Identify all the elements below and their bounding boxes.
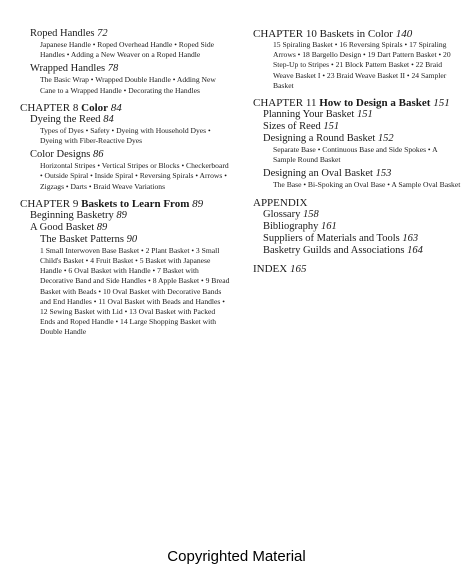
page-number: 89 [192, 197, 204, 210]
toc-entry [253, 209, 461, 221]
toc-entry [253, 233, 461, 245]
entry-title: Bibliography [263, 220, 319, 232]
toc-chapter [253, 28, 461, 40]
copyright-notice: Copyrighted Material [167, 548, 306, 565]
entry-title: Roped Handles [30, 28, 95, 39]
toc-entry [253, 168, 461, 180]
toc-subitems: 1 Small Interwoven Base Basket • 2 Plant Basket • 3 Small Child's Basket • 4 Fruit Basket • 5 Basket with Japanese Handle • 6 Oval Basket with Handle • 7 Basket with Decorative Band and Side Handles • 8 Apple Basket • 9 Bread Basket with Beads • 10 Oval Basket with Decorative Bands and End Handles • 11 Oval Basket with Beads and Handles • 12 Sewing Basket with Lid • 13 Oval Basket with Packed Ends and Roped Handle • 14 Large Shopping Basket with Double Handle [40, 245, 230, 337]
toc-column-left [20, 28, 232, 341]
page-number: 84 [103, 113, 114, 125]
chapter-label: CHAPTER 9 [20, 197, 79, 210]
toc-entry [20, 222, 232, 234]
entry-title: Glossary [263, 208, 301, 220]
toc-chapter [20, 102, 232, 114]
chapter-title: Color [81, 101, 109, 114]
toc-subitems: The Basic Wrap • Wrapped Double Handle • Adding New Cane to a Wrapped Handle • Decorating the Handles [40, 75, 216, 95]
entry-title: Color Designs [30, 149, 91, 161]
chapter-label: APPENDIX [253, 196, 308, 209]
chapter-label: CHAPTER 8 [20, 101, 79, 114]
entry-title: Basketry Guilds and Associations [263, 244, 405, 256]
page-number: 161 [321, 220, 337, 232]
toc-entry [20, 114, 232, 126]
toc-entry [253, 133, 461, 145]
chapter-label: INDEX [253, 262, 288, 275]
entry-title: Designing an Oval Basket [263, 168, 373, 180]
chapter-title: Baskets to Learn From [81, 197, 190, 210]
page-number: 89 [96, 221, 108, 233]
page-number: 158 [302, 208, 319, 220]
toc-entry [20, 28, 232, 40]
page-number: 165 [289, 262, 307, 275]
toc-entry [253, 121, 461, 133]
toc-entry [20, 210, 232, 222]
page-number: 140 [395, 28, 413, 40]
entry-title: Planning Your Basket [263, 109, 355, 121]
page-number: 72 [97, 28, 108, 39]
toc-subitems: Horizontal Stripes • Vertical Stripes or Blocks • Checkerboard • Outside Spiral • Inside Spiral • Reversing Spirals • Arrows • Zigzags • Darts • Braid Weave Variations [40, 161, 229, 191]
toc-subitems: Japanese Handle • Roped Overhead Handle • Roped Side Handles • Adding a New Weaver on a Roped Handle [40, 40, 215, 60]
page-number: 151 [356, 109, 373, 121]
chapter-title: Baskets in Color [319, 28, 393, 40]
toc-entry [20, 234, 232, 246]
toc-subitems: The Base • Bi-Spoking an Oval Base • A Sample Oval Basket [273, 180, 461, 190]
toc-chapter [20, 198, 232, 210]
toc-subitems: Types of Dyes • Safety • Dyeing with Household Dyes • Dyeing with Fiber-Reactive Dyes [40, 125, 211, 146]
chapter-label: CHAPTER 11 [253, 97, 317, 110]
entry-title: Suppliers of Materials and Tools [263, 232, 400, 244]
toc-subitems: 15 Spiraling Basket • 16 Reversing Spirals • 17 Spiraling Arrows • 18 Bargello Design • 19 Dart Pattern Basket • 20 Step-Up to Stripes • 21 Block Pattern Basket • 22 Braid Weave Basket I • 23 Braid Weave Basket II • 24 Sampler Basket [273, 40, 451, 90]
toc-chapter [253, 97, 461, 109]
entry-title: Dyeing the Reed [30, 113, 101, 125]
chapter-label: CHAPTER 10 [253, 28, 317, 40]
page-number: 78 [107, 63, 119, 75]
page-number: 89 [116, 209, 127, 221]
entry-title: Beginning Basketry [30, 209, 114, 221]
toc-entry [253, 245, 461, 257]
entry-title: A Good Basket [30, 221, 95, 233]
page-number: 164 [407, 244, 423, 256]
page-number: 153 [375, 168, 392, 180]
entry-title: The Basket Patterns [40, 233, 124, 245]
page-number: 163 [402, 232, 419, 244]
page-number: 90 [126, 233, 138, 245]
toc-entry [253, 109, 461, 121]
page-number: 151 [323, 121, 340, 133]
page-number: 86 [93, 149, 104, 161]
toc-column-right [253, 28, 461, 275]
entry-title: Sizes of Reed [263, 121, 321, 133]
chapter-title: How to Design a Basket [319, 97, 431, 110]
page-number: 152 [377, 133, 394, 145]
toc-entry [20, 63, 232, 75]
page-number: 84 [110, 101, 122, 114]
page-number: 151 [433, 97, 450, 110]
toc-subitems: Separate Base • Continuous Base and Side Spokes • A Sample Round Basket [273, 145, 438, 165]
entry-title: Designing a Round Basket [263, 133, 376, 145]
entry-title: Wrapped Handles [30, 63, 106, 75]
toc-chapter [253, 263, 461, 275]
toc-entry [253, 221, 461, 233]
toc-entry [20, 149, 232, 161]
toc-chapter [253, 197, 461, 209]
